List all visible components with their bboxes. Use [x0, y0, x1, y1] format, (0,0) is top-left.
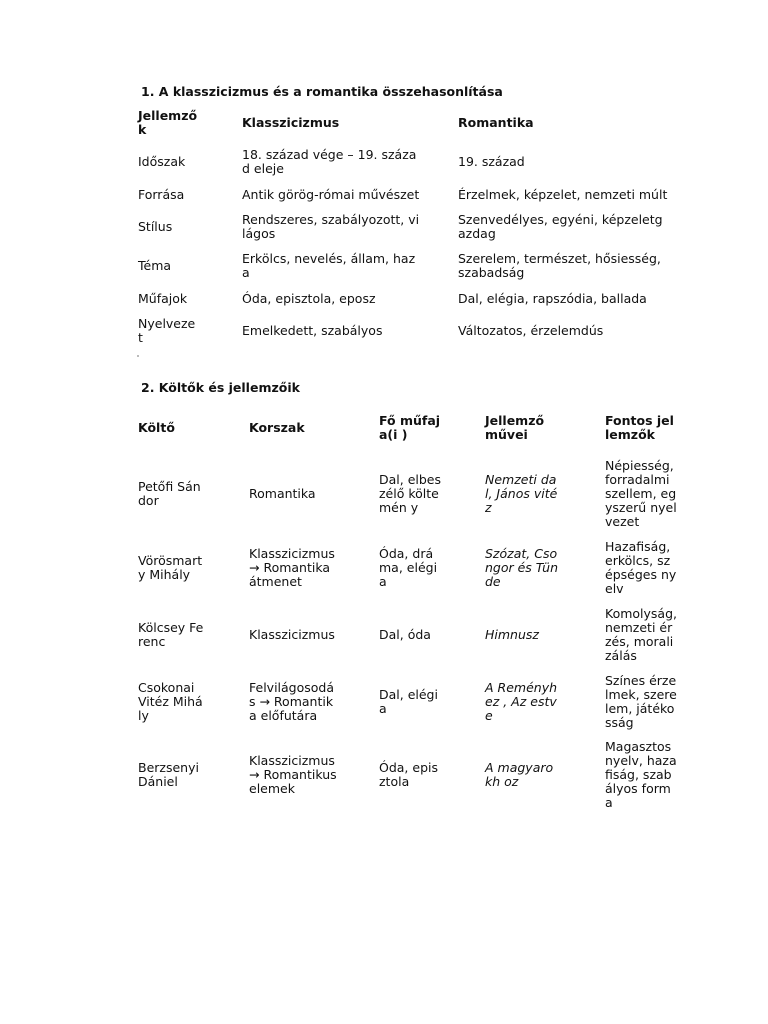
table1-row-label: Forrása: [138, 187, 185, 202]
table2-cell-korszak: Romantika: [249, 486, 316, 501]
section-2-heading: [137, 381, 300, 395]
table2-cell-korszak: Klasszicizmus → Romantikus elemek: [249, 753, 337, 796]
table2-cell-muvei: A Reményhez , Az estve: [485, 680, 558, 723]
table-end-marker: [137, 355, 139, 357]
table1-row-label: Műfajok: [138, 291, 188, 306]
section-1-heading: [137, 85, 503, 99]
table2-cell-jellemzok: Komolyság, nemzeti érzés, moralizálás: [605, 606, 677, 663]
table2-cell-kolto: Kölcsey Ferenc: [138, 620, 204, 649]
table2-cell-muvei: Himnusz: [485, 627, 539, 642]
table1-cell-klasszicizmus: 18. század vége – 19. század eleje: [242, 147, 417, 176]
table1-header-jellemzok: Jellemző k: [138, 108, 198, 137]
table1-row-label: Nyelveze t: [138, 316, 196, 345]
table2-cell-jellemzok: Népiesség, forradalmi szellem, egyszerű nyelvezet: [605, 458, 677, 529]
table2-cell-muvei: A magyarokh oz: [485, 760, 554, 789]
table2-cell-jellemzok: Magasztos nyelv, hazafiság, szabályos forma: [605, 739, 677, 810]
table2-cell-mufaj: Óda, dráma, elégia: [379, 546, 438, 589]
table1-cell-romantika: 19. század: [458, 154, 525, 169]
table1-cell-romantika: Szenvedélyes, egyéni, képzeletgazdag: [458, 212, 663, 241]
table1-cell-klasszicizmus: Rendszeres, szabályozott, világos: [242, 212, 420, 241]
table1-header-romantika: Romantika: [458, 115, 534, 130]
table2-cell-kolto: Petőfi Sándor: [138, 479, 201, 508]
table1-cell-romantika: Változatos, érzelemdús: [458, 323, 604, 338]
table2-cell-mufaj: Dal, óda: [379, 627, 431, 642]
table1-cell-klasszicizmus: Emelkedett, szabályos: [242, 323, 383, 338]
table1-row-label: Időszak: [138, 154, 186, 169]
table1-cell-romantika: Dal, elégia, rapszódia, ballada: [458, 291, 647, 306]
table2-cell-jellemzok: Hazafiság, erkölcs, szépséges nyelv: [605, 539, 677, 596]
table2-cell-jellemzok: Színes érzelmek, szerelem, játékosság: [605, 673, 677, 730]
table2-cell-korszak: Klasszicizmus → Romantika átmenet: [249, 546, 335, 589]
table1-row-label: Stílus: [138, 219, 173, 234]
table2-cell-korszak: Felvilágosodá s → Romantika előfutára: [249, 680, 335, 723]
table2-cell-mufaj: Óda, episztola: [379, 760, 438, 789]
table1-cell-romantika: Szerelem, természet, hősiesség, szabadság: [458, 251, 661, 280]
table2-cell-korszak: Klasszicizmus: [249, 627, 335, 642]
table1-row-label: Téma: [138, 258, 172, 273]
table2-header-jellemzok: Fontos jellemzők: [605, 413, 674, 442]
table1-cell-klasszicizmus: Antik görög-római művészet: [242, 187, 420, 202]
table2-header-korszak: Korszak: [249, 420, 305, 435]
table2-cell-mufaj: Dal, elbeszélő költemén y: [379, 472, 442, 515]
table1-cell-klasszicizmus: Óda, episztola, eposz: [242, 291, 376, 306]
table2-cell-kolto: Berzsenyi Dániel: [138, 760, 199, 789]
section-2-title: 2. Költők és jellemzőik: [141, 380, 300, 395]
table2-cell-kolto: Vörösmart y Mihály: [138, 553, 203, 582]
table1-cell-romantika: Érzelmek, képzelet, nemzeti múlt: [458, 187, 668, 202]
table2-cell-mufaj: Dal, elégia: [379, 687, 438, 716]
table2-cell-muvei: Nemzeti dal, János vitéz: [485, 472, 558, 515]
table2-header-kolto: Költő: [138, 420, 175, 435]
table1-header-klasszicizmus: Klasszicizmus: [242, 115, 340, 130]
table2-header-muvei: Jellemző művei: [485, 413, 545, 442]
table1-cell-klasszicizmus: Erkölcs, nevelés, állam, haza: [242, 251, 416, 280]
section-1-title: 1. A klasszicizmus és a romantika összehasonlítása: [141, 84, 503, 99]
table2-header-mufaj: Fő műfaja(i ): [379, 413, 441, 442]
table2-cell-muvei: Szózat, Csongor és Tünde: [485, 546, 559, 589]
table2-cell-kolto: Csokonai Vitéz Mihály: [138, 680, 203, 723]
